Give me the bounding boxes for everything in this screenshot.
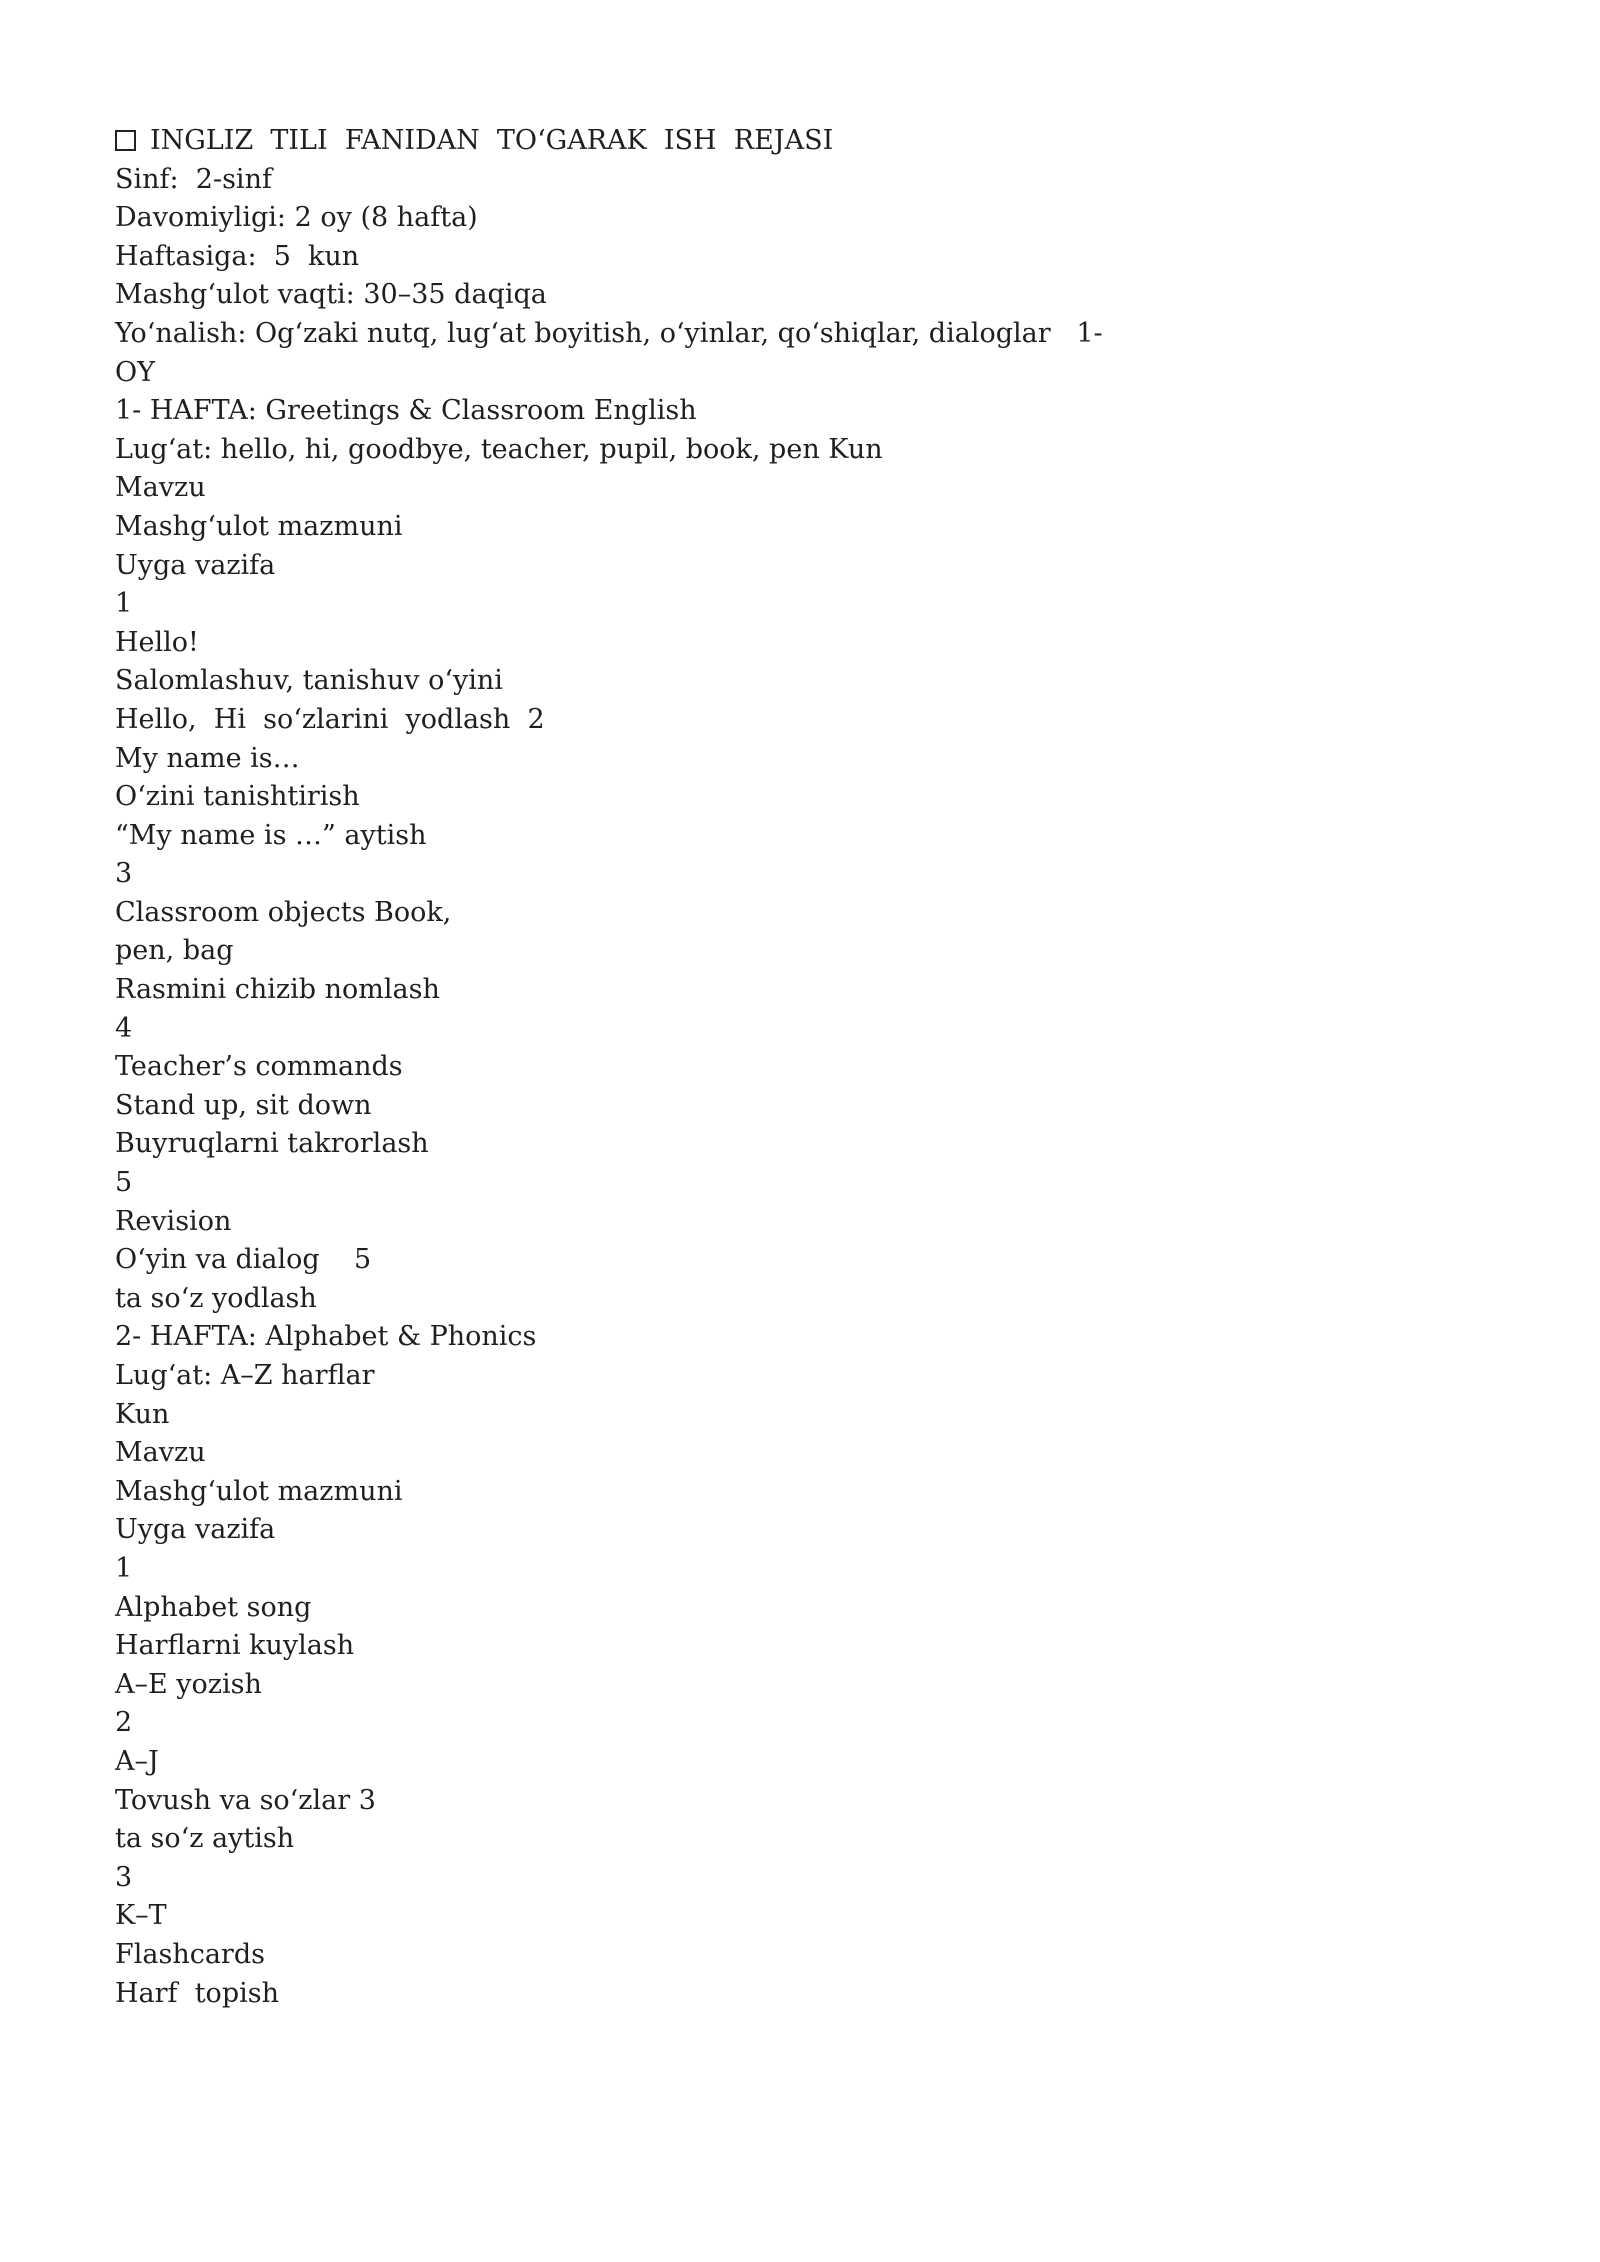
document-line: 1 — [115, 588, 133, 620]
document-line: Mashg‘ulot vaqti: 30–35 daqiqa — [115, 279, 547, 311]
document-line: O‘yin va dialog 5 — [115, 1244, 372, 1276]
document-line: Kun — [115, 1398, 170, 1430]
document-line: Uyga vazifa — [115, 549, 276, 581]
document-line: Harf topish — [115, 1977, 279, 2009]
document-line: OY — [115, 356, 155, 388]
document-line: Mavzu — [115, 1437, 206, 1469]
document-line: Alphabet song — [115, 1591, 312, 1623]
document-line: 2 — [115, 1707, 133, 1739]
document-line: Mashg‘ulot mazmuni — [115, 1475, 403, 1507]
document-line: Lug‘at: hello, hi, goodbye, teacher, pupil, book, pen Kun — [115, 433, 883, 465]
document-line: Sinf: 2-sinf — [115, 163, 272, 195]
document-body — [115, 161, 1495, 2014]
document-line: 5 — [115, 1167, 133, 1199]
document-line: ta so‘z aytish — [115, 1823, 295, 1855]
document-line: 3 — [115, 1861, 133, 1893]
document-line: Salomlashuv, tanishuv o‘yini — [115, 665, 503, 697]
document-line: 3 — [115, 858, 133, 890]
document-line: Hello! — [115, 626, 199, 658]
document-line: A–E yozish — [115, 1668, 262, 1700]
document-line: O‘zini tanishtirish — [115, 781, 360, 813]
document-line: Haftasiga: 5 kun — [115, 240, 360, 272]
document-line: K–T — [115, 1900, 167, 1932]
document-line: Davomiyligi: 2 oy (8 hafta) — [115, 202, 478, 234]
document-page — [115, 122, 1495, 2013]
document-line: Mavzu — [115, 472, 206, 504]
document-line: Yo‘nalish: Og‘zaki nutq, lug‘at boyitish, o‘yinlar, qo‘shiqlar, dialoglar 1- — [115, 317, 1103, 349]
document-line: 2- HAFTA: Alphabet & Phonics — [115, 1321, 537, 1353]
document-line: Hello, Hi so‘zlarini yodlash 2 — [115, 703, 545, 735]
document-line: Stand up, sit down — [115, 1089, 372, 1121]
document-line: pen, bag — [115, 935, 234, 967]
document-line: ta so‘z yodlash — [115, 1282, 317, 1314]
document-line: Uyga vazifa — [115, 1514, 276, 1546]
document-line: Buyruqlarni takrorlash — [115, 1128, 429, 1160]
document-title: INGLIZ TILI FANIDAN TO‘GARAK ISH REJASI — [150, 125, 834, 156]
document-line: Harflarni kuylash — [115, 1630, 355, 1662]
document-line: Tovush va so‘zlar 3 — [115, 1784, 376, 1816]
empty-checkbox-icon — [115, 130, 136, 151]
document-line: Rasmini chizib nomlash — [115, 974, 440, 1006]
document-line: Classroom objects Book, — [115, 896, 452, 928]
document-line: Revision — [115, 1205, 232, 1237]
document-line: 1- HAFTA: Greetings & Classroom English — [115, 395, 697, 427]
document-line: Mashg‘ulot mazmuni — [115, 510, 403, 542]
document-line: 1 — [115, 1552, 133, 1584]
document-line: Teacher’s commands — [115, 1051, 403, 1083]
document-line: A–J — [115, 1745, 159, 1777]
document-line: Flashcards — [115, 1938, 265, 1970]
document-line: “My name is …” aytish — [115, 819, 427, 851]
document-line: Lug‘at: A–Z harflar — [115, 1360, 375, 1391]
document-title-line — [115, 122, 1495, 161]
document-line: My name is… — [115, 742, 300, 774]
document-line: 4 — [115, 1012, 133, 1044]
